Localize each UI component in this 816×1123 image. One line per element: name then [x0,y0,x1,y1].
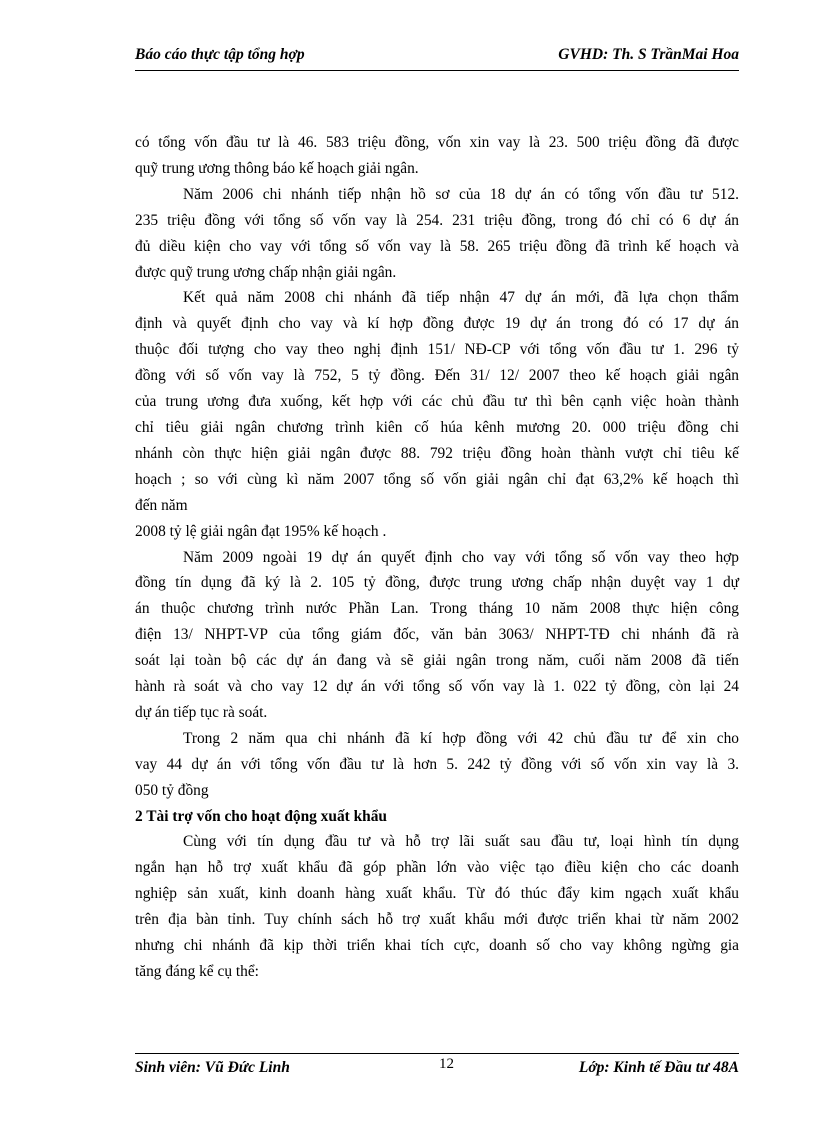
text-line: đồng với số vốn vay là 752, 5 tỷ đồng. Đến 31/ 12/ 2007 theo kế hoạch giải ngân [135,367,739,385]
text-line: đồng tín dụng đã ký là 2. 105 tỷ đồng, được trung ương chấp nhận duyệt vay 1 dự [135,574,739,592]
text-line: tăng đáng kể cụ thể: [135,963,259,980]
text-line: của trung ương đưa xuống, kết hợp với các chủ đầu tư thì bên cạnh việc hoàn thành [135,393,739,411]
text-line: nhánh còn thực hiện giải ngân được 88. 792 triệu đồng hoàn thành vượt chỉ tiêu kế [135,444,739,462]
page-footer [135,1053,739,1080]
page-number: 12 [439,1056,454,1072]
footer-class: Lớp: Kinh tế Đầu tư 48A [578,1059,739,1076]
text-line: vay 44 dự án với tổng vốn đầu tư là hơn 5. 242 tỷ đồng với số vốn xin vay là 3. [135,755,739,773]
page-header [135,44,739,71]
section-heading: 2 Tài trợ vốn cho hoạt động xuất khẩu [135,807,387,825]
footer-student: Sinh viên: Vũ Đức Linh [135,1059,290,1076]
document-body [135,130,739,985]
text-line: 050 tỷ đồng [135,781,209,799]
text-line: 235 triệu đồng với tổng số vốn vay là 254. 231 triệu đồng, trong đó chỉ có 6 dự án [135,211,739,229]
text-line: đủ diều kiện cho vay với tổng số vốn vay là 58. 265 triệu đồng đã trình kế hoạch và [135,237,739,255]
header-report-title: Báo cáo thực tập tổng hợp [135,46,305,63]
text-line: đến năm [135,496,188,514]
text-line: thuộc đối tượng cho vay theo nghị định 151/ NĐ-CP với tổng vốn đầu tư 1. 296 tỷ [135,341,739,359]
text-line: ngắn hạn hỗ trợ xuất khẩu đã góp phần lớn vào việc tạo điều kiện cho các doanh [135,859,739,877]
text-line: định và quyết định cho vay và kí hợp đồng được 19 dự án trong đó có 17 dự án [135,315,739,333]
text-line: Cùng với tín dụng đầu tư và hỗ trợ lãi suất sau đầu tư, loại hình tín dụng [183,833,739,851]
text-line: Năm 2006 chi nhánh tiếp nhận hồ sơ của 18 dự án có tổng vốn đầu tư 512. [183,185,739,203]
text-line: soát lại toàn bộ các dự án đang và sẽ giải ngân trong năm, cuối năm 2008 đã tiến [135,652,739,670]
text-line: án thuộc chương trình nước Phần Lan. Trong tháng 10 năm 2008 thực hiện công [135,600,739,618]
text-line: 2008 tỷ lệ giải ngân đạt 195% kế hoạch . [135,522,387,540]
header-supervisor: GVHD: Th. S TrầnMai Hoa [558,46,739,63]
text-line: điện 13/ NHPT-VP của tổng giám đốc, văn bản 3063/ NHPT-TĐ chi nhánh đã rà [135,626,739,644]
text-line: chỉ tiêu giải ngân chương trình kiên cố húa kênh mương 20. 000 triệu đồng chi [135,418,739,436]
text-line: hoạch ; so với cùng kì năm 2007 tổng số vốn giải ngân chỉ đạt 63,2% kế hoạch thì [135,470,739,488]
text-line: nghiệp sản xuất, kinh doanh hàng xuất khẩu. Từ đó thúc đẩy kim ngạch xuất khẩu [135,885,739,903]
text-line: dự án tiếp tục rà soát. [135,703,268,721]
text-line: quỹ trung ương thông báo kế hoạch giải ngân. [135,159,419,177]
text-line: có tổng vốn đầu tư là 46. 583 triệu đồng, vốn xin vay là 23. 500 triệu đồng đã được [135,134,739,151]
text-line: Kết quả năm 2008 chi nhánh đã tiếp nhận 47 dự án mới, đã lựa chọn thẩm [183,289,739,307]
text-line: Trong 2 năm qua chi nhánh đã kí hợp đồng với 42 chủ đầu tư để xin cho [183,729,739,747]
text-line: hành rà soát và cho vay 12 dự án với tổng số vốn vay là 1. 022 tỷ đồng, còn lại 24 [135,678,739,696]
text-line: trên địa bàn tỉnh. Tuy chính sách hỗ trợ xuất khẩu mới được triển khai từ năm 2002 [135,911,739,929]
text-line: Năm 2009 ngoài 19 dự án quyết định cho vay với tổng số vốn vay theo hợp [183,548,739,566]
text-line: nhưng chi nhánh đã kịp thời triển khai tích cực, doanh số cho vay không ngừng gia [135,937,739,955]
text-line: được quỹ trung ương chấp nhận giải ngân. [135,263,397,281]
